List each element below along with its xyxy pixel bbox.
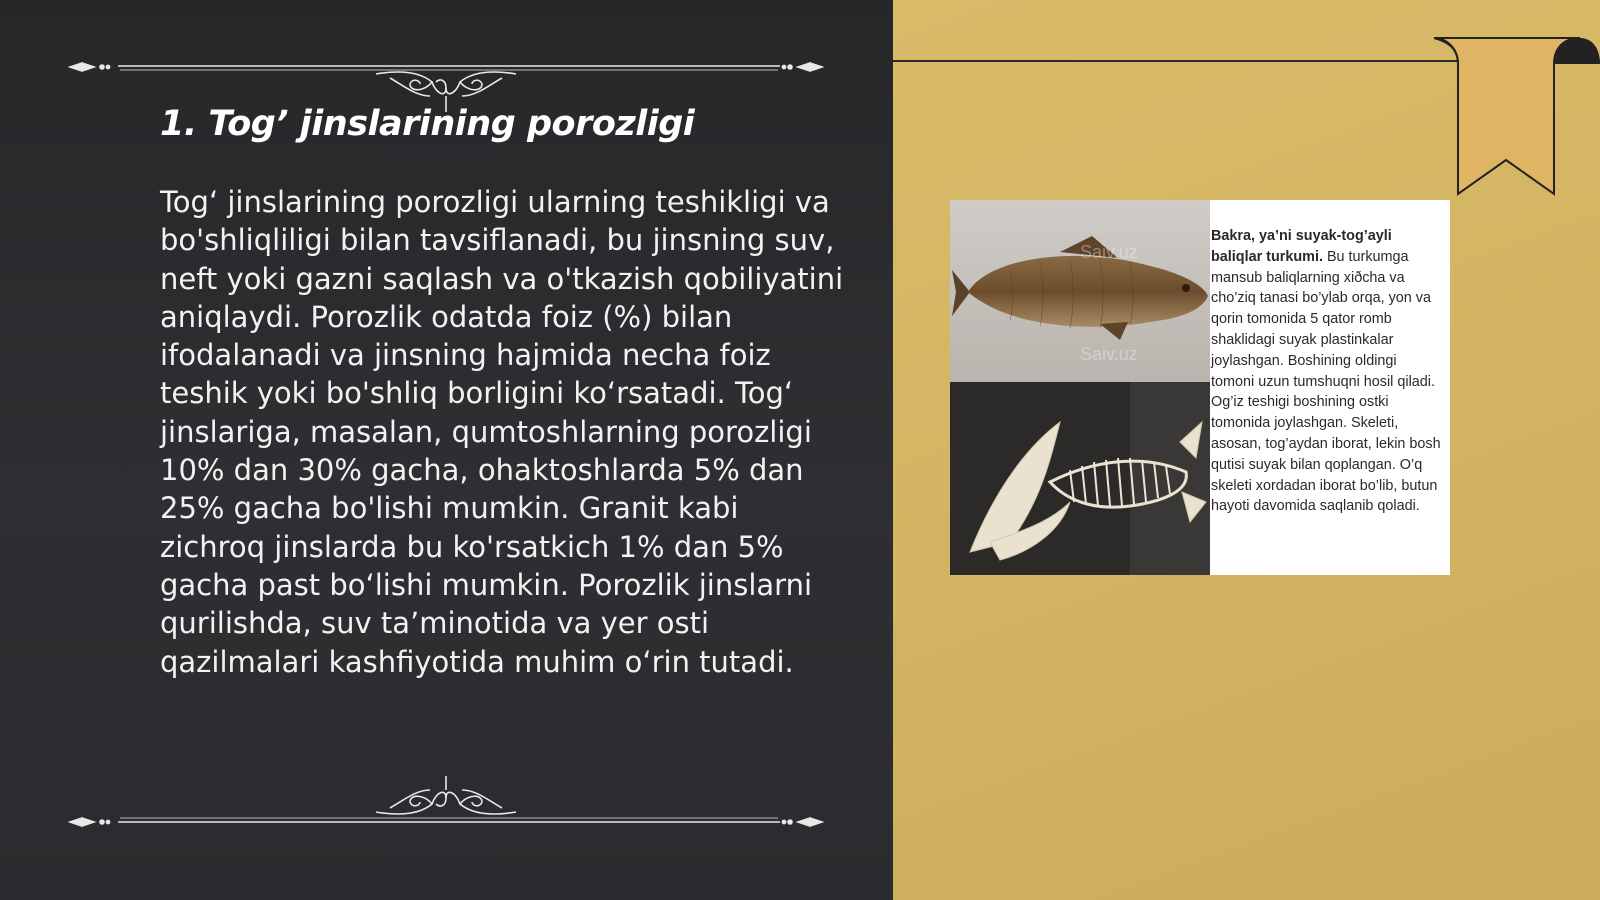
photo-watermark-2: Saiv.uz [1080, 344, 1138, 364]
bookmark-ribbon-icon [1430, 34, 1600, 200]
slide-body-text: Tog‘ jinslarining porozligi ularning teshikligi va bo'shliqliligi bilan tavsiflanadi, bu jinsning suv, neft yoki gazni saqlash va o'tkazish qobiliyatini aniqlaydi. Porozlik odatda foiz (%) bilan ifodalanadi va jinsning hajmida necha foiz teshik yoki bo'shliq borligini ko‘rsatadi. Tog‘ jinslariga, masalan, qumtoshlarning porozligi 10% dan 30% gacha, ohaktoshlarda 5% dan 25% gacha bo'lishi mumkin. Granit kabi zichroq jinslarda bu ko'rsatkich 1% dan 5% gacha past bo‘lishi mumkin. Porozlik jinslarni qurilishda, suv ta’minotida va yer osti qazilmalari kashfiyotida muhim o‘rin tutadi. [160, 185, 844, 679]
fish-info-card [950, 200, 1450, 575]
fish-skeleton-photo [950, 382, 1210, 575]
fish-photo [950, 200, 1210, 382]
caption-body-text: Bu turkumga mansub baliqlarning xiðcha va cho’ziq tanasi bo’ylab orqa, yon va qorin tomonida 5 qator romb shaklidagi suyak plastinkalar joylashgan. Boshining oldingi tomoni uzun tumshuqni hosil qiladi. Og’iz teshigi boshining ostki tomonida joylashgan. Skeleti, asosan, tog’aydan iborat, lekin bosh qutisi suyak bilan qoplangan. O’q skeleti xordadan iborat bo’lib, butun hayoti davomida saqlanib qoladi. [1211, 248, 1441, 515]
slide-title: 1. Tog’ jinslarining porozligi [160, 104, 695, 144]
ornament-bottom-divider-icon [0, 772, 893, 836]
photo-watermark: Saiv.uz [1080, 242, 1138, 262]
caption-bold-text: Bakra, ya’ni suyak-tog’ayli baliqlar turkumi. [1211, 228, 1392, 265]
fish-caption [1211, 226, 1443, 517]
